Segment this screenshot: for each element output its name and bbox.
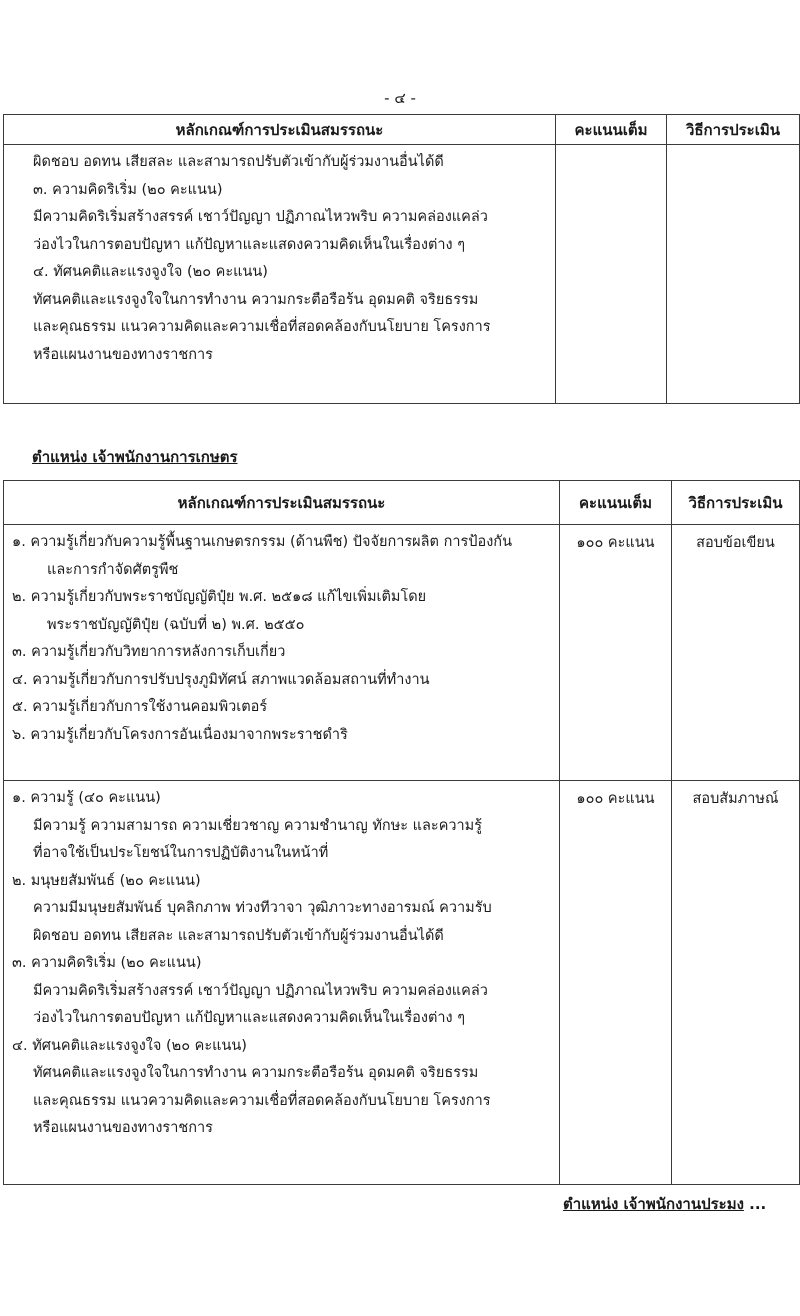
table-header-row	[4, 481, 800, 525]
criteria-line: ว่องไวในการตอบปัญหา แก้ปัญหาและแสดงความคิดเห็นในเรื่องต่าง ๆ	[33, 1010, 466, 1026]
table-header-row	[4, 115, 800, 145]
criteria-line: และการกำจัดศัตรูพืช	[47, 561, 179, 578]
criteria-line: ๔. ทัศนคติและแรงจูงใจ (๒๐ คะแนน)	[12, 1037, 247, 1054]
criteria-line: ๔. ทัศนคติและแรงจูงใจ (๒๐ คะแนน)	[33, 264, 268, 280]
criteria-line: หรือแผนงานของทางราชการ	[33, 346, 213, 363]
criteria-line: ๑. ความรู้เกี่ยวกับความรู้พื้นฐานเกษตรกรรม (ด้านพืช) ปัจจัยการผลิต การป้องกัน	[12, 534, 512, 550]
header-method: วิธีการประเมิน	[672, 481, 800, 525]
criteria-line: ที่อาจใช้เป็นประโยชน์ในการปฏิบัติงานในหน้าที่	[33, 845, 329, 861]
criteria-line: ๔. ความรู้เกี่ยวกับการปรับปรุงภูมิทัศน์ สภาพแวดล้อมสถานที่ทำงาน	[12, 671, 430, 688]
criteria-cell	[4, 145, 556, 404]
full-score-value: ๑๐๐ คะแนน	[560, 781, 672, 1185]
criteria-line: ๒. มนุษยสัมพันธ์ (๒๐ คะแนน)	[12, 872, 201, 889]
criteria-line: ผิดชอบ อดทน เสียสละ และสามารถปรับตัวเข้ากับผู้ร่วมงานอื่นได้ดี	[33, 154, 444, 170]
criteria-line: ผิดชอบ อดทน เสียสละ และสามารถปรับตัวเข้ากับผู้ร่วมงานอื่นได้ดี	[33, 927, 444, 944]
next-section-note	[563, 1192, 766, 1216]
criteria-line: และคุณธรรม แนวความคิดและความเชื่อที่สอดคล้องกับนโยบาย โครงการ	[33, 319, 491, 335]
criteria-line: ว่องไวในการตอบปัญหา แก้ปัญหาและแสดงความคิดเห็นในเรื่องต่าง ๆ	[33, 236, 466, 253]
criteria-line: ๕. ความรู้เกี่ยวกับการใช้งานคอมพิวเตอร์	[12, 699, 268, 715]
table-row	[4, 525, 800, 781]
page-number: - ๔ -	[384, 89, 416, 107]
criteria-line: ๖. ความรู้เกี่ยวกับโครงการอันเนื่องมาจากพระราชดำริ	[12, 726, 348, 743]
criteria-line: ๑. ความรู้ (๔๐ คะแนน)	[12, 790, 161, 806]
criteria-line: ทัศนคติและแรงจูงใจในการทำงาน ความกระตือรือร้น อุดมคติ จริยธรรม	[33, 291, 479, 308]
criteria-line: ๓. ความรู้เกี่ยวกับวิทยาการหลังการเก็บเกี่ยว	[12, 644, 286, 660]
criteria-cell	[4, 781, 560, 1185]
criteria-line: ความมีมนุษยสัมพันธ์ บุคลิกภาพ ท่วงทีวาจา วุฒิภาวะทางอารมณ์ ความรับ	[33, 900, 492, 916]
score-cell	[556, 145, 667, 404]
criteria-line: มีความคิดริเริ่มสร้างสรรค์ เชาว์ปัญญา ปฏิภาณไหวพริบ ความคล่องแคล่ว	[33, 982, 488, 999]
continuation-ellipsis: ...	[743, 1195, 767, 1213]
header-full-score: คะแนนเต็ม	[556, 115, 667, 145]
criteria-line: หรือแผนงานของทางราชการ	[33, 1120, 213, 1136]
table-row	[4, 781, 800, 1185]
full-score-value: ๑๐๐ คะแนน	[560, 525, 672, 781]
header-method: วิธีการประเมิน	[667, 115, 800, 145]
table-row	[4, 145, 800, 404]
criteria-line: ๒. ความรู้เกี่ยวกับพระราชบัญญัติปุ๋ย พ.ศ. ๒๕๑๘ แก้ไขเพิ่มเติมโดย	[12, 589, 427, 605]
method-value: สอบข้อเขียน	[672, 525, 800, 781]
criteria-line: และคุณธรรม แนวความคิดและความเชื่อที่สอดคล้องกับนโยบาย โครงการ	[33, 1092, 491, 1109]
section-title: ตำแหน่ง เจ้าพนักงานการเกษตร	[32, 448, 238, 466]
criteria-line: ๓. ความคิดริเริ่ม (๒๐ คะแนน)	[33, 181, 223, 198]
method-value: สอบสัมภาษณ์	[672, 781, 800, 1185]
next-position-title: ตำแหน่ง เจ้าพนักงานประมง	[563, 1195, 744, 1213]
criteria-line: มีความรู้ ความสามารถ ความเชี่ยวชาญ ความชำนาญ ทักษะ และความรู้	[33, 817, 483, 834]
header-criteria: หลักเกณฑ์การประเมินสมรรถนะ	[4, 115, 556, 145]
criteria-line: ทัศนคติและแรงจูงใจในการทำงาน ความกระตือรือร้น อุดมคติ จริยธรรม	[33, 1065, 479, 1081]
criteria-line: พระราชบัญญัติปุ๋ย (ฉบับที่ ๒) พ.ศ. ๒๕๕๐	[47, 616, 305, 633]
header-full-score: คะแนนเต็ม	[560, 481, 672, 525]
criteria-cell	[4, 525, 560, 781]
criteria-line: ๓. ความคิดริเริ่ม (๒๐ คะแนน)	[12, 955, 202, 971]
header-criteria: หลักเกณฑ์การประเมินสมรรถนะ	[4, 481, 560, 525]
competency-table-continued	[3, 114, 800, 404]
criteria-line: มีความคิดริเริ่มสร้างสรรค์ เชาว์ปัญญา ปฏิภาณไหวพริบ ความคล่องแคล่ว	[33, 209, 488, 225]
method-cell	[667, 145, 800, 404]
competency-table-agriculture	[3, 480, 800, 1185]
